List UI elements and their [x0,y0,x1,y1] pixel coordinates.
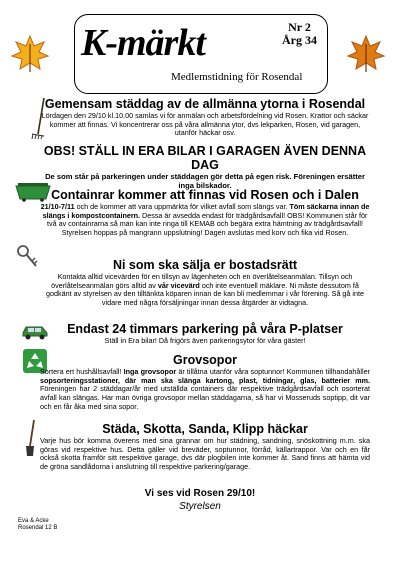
autumn-leaf-left-icon [10,34,50,74]
body-text: Föreningen har 2 städdagar/år med utställda containers där respektive trädgårdsavfall och osorterat avfall kan slängas. Har man övriga grovsopor mellan städdagarna, så har vi Mosseruds soptipp, dit var och en får åka med sina sopor. [40,384,370,411]
body-text: är tillåtna utanför våra soptunnor! Kommunen tillhandahåller [176,367,370,376]
masthead [74,14,328,94]
section-garage-notice [40,144,370,190]
closing-signature: Styrelsen [179,501,221,512]
section-body: Varje hus bör komma överens med sina grannar om hur städning, sandning, snöskottning m.m. ska göras vid respektive hus. Detta gäller vid breväder, soptunnor, förråd, källartrappor. Var och en får också skotta framför sitt respektive garage, dvs där plogbilen inte kommer åt. Sand finns att hämta vid de gröna sandlådorna i anslutning till respektive parkering/garage. [40,436,370,472]
date-range: 21/10-7/11 [40,202,75,211]
body-emphasis: Inga grovsopor [123,367,177,376]
section-title: Ni som ska sälja er bostadsrätt [112,258,298,272]
shovel-icon [22,418,42,458]
section-body: Lördagen den 29/10 kl.10.00 samlas vi för anmälan och arbetsfördelning vid Rosen. Krattor och säckar kommer att finnas. Vi koncentrerar oss på våra allmänna ytor, dvs lekparken, Rosen, vid garagen, utanför häckar osv. [41,111,369,138]
newsletter-logo: K-märkt [81,22,205,64]
section-containers [40,188,370,238]
section-bulky-waste [40,353,370,412]
autumn-leaf-right-icon [346,34,386,74]
section-body: Ställ in Era bilar! Då frigörs även parkeringsytor för våra gäster! [104,336,306,345]
volume-year: Årg 34 [282,33,317,47]
section-body [40,368,370,412]
body-text: Kontakta alltid vicevärden för en tillsyn av lägenheten och en överlåtelseanmälan. Tillsyn och överlåtelseanmälan görs alltid av [51,272,353,290]
body-text: och inte eventuell mäklare. Ni måste dessutom få godkänt av styrelsen av den tilltänkta köparen innan de kan bli medlemmar i vår förening. Så gå inte vidare med några försäljningar innan dessa åtgärder är vidtagna. [45,280,365,308]
author-address: Rosendal 12 B [18,525,58,531]
body-emphasis: sopsorteringsstationer, där man ska slänga kartong, plast, tidningar, glas, batterier mm. [40,375,370,385]
closing [0,488,400,512]
body-text: Sortera ert hushållsavfall! [40,367,124,376]
section-cleaning-duties [40,422,370,472]
section-body [40,203,370,238]
section-title: Städa, Skotta, Sanda, Klipp häckar [102,422,308,436]
section-cleanup-day [40,97,370,138]
author-name: Eva & Acke [18,518,49,524]
issue-number: Nr 2 [288,20,311,34]
keys-icon [16,244,40,270]
body-text: och de kommer att vara uppmärkta för vilket avfall som slängs var. [74,202,290,211]
closing-line: Vi ses vid Rosen 29/10! [144,488,256,499]
section-body: De som står på parkeringen under städdagen gör detta på egen risk. Föreningen ersätter inga bilskador. [45,172,365,190]
body-emphasis: vår vicevärd [157,280,200,290]
section-body [40,273,370,308]
section-title: OBS! STÄLL IN ERA BILAR I GARAGEN ÄVEN DENNA DAG [43,144,367,172]
body-text: Dessa är avsedda endast för trädgårdsavfall! OBS! Kommunen står för två av containrarna så man kan inte ringa till KEMAB och begära extra hämtning av trädgårdsavfall! Styrelsen hoppas på mangrann uppslutning! Dagen avslutas med korv och fika vid Rosen. [46,210,368,238]
section-title: Gemensam städdag av de allmänna ytorna i Rosendal [44,97,366,111]
body-emphasis: Töm säckarna innan de slängs i kompostcontainern. [42,202,370,220]
author-credit [18,518,57,532]
newsletter-subtitle: Medlemstidning för Rosendal [171,71,303,83]
section-title: Endast 24 timmars parkering på våra P-platser [67,322,343,336]
section-parking [40,322,370,346]
section-title: Containrar kommer att finnas vid Rosen och i Dalen [51,188,359,202]
section-selling-apartment [40,258,370,308]
section-title: Grovsopor [173,353,237,367]
issue-info [282,21,317,47]
